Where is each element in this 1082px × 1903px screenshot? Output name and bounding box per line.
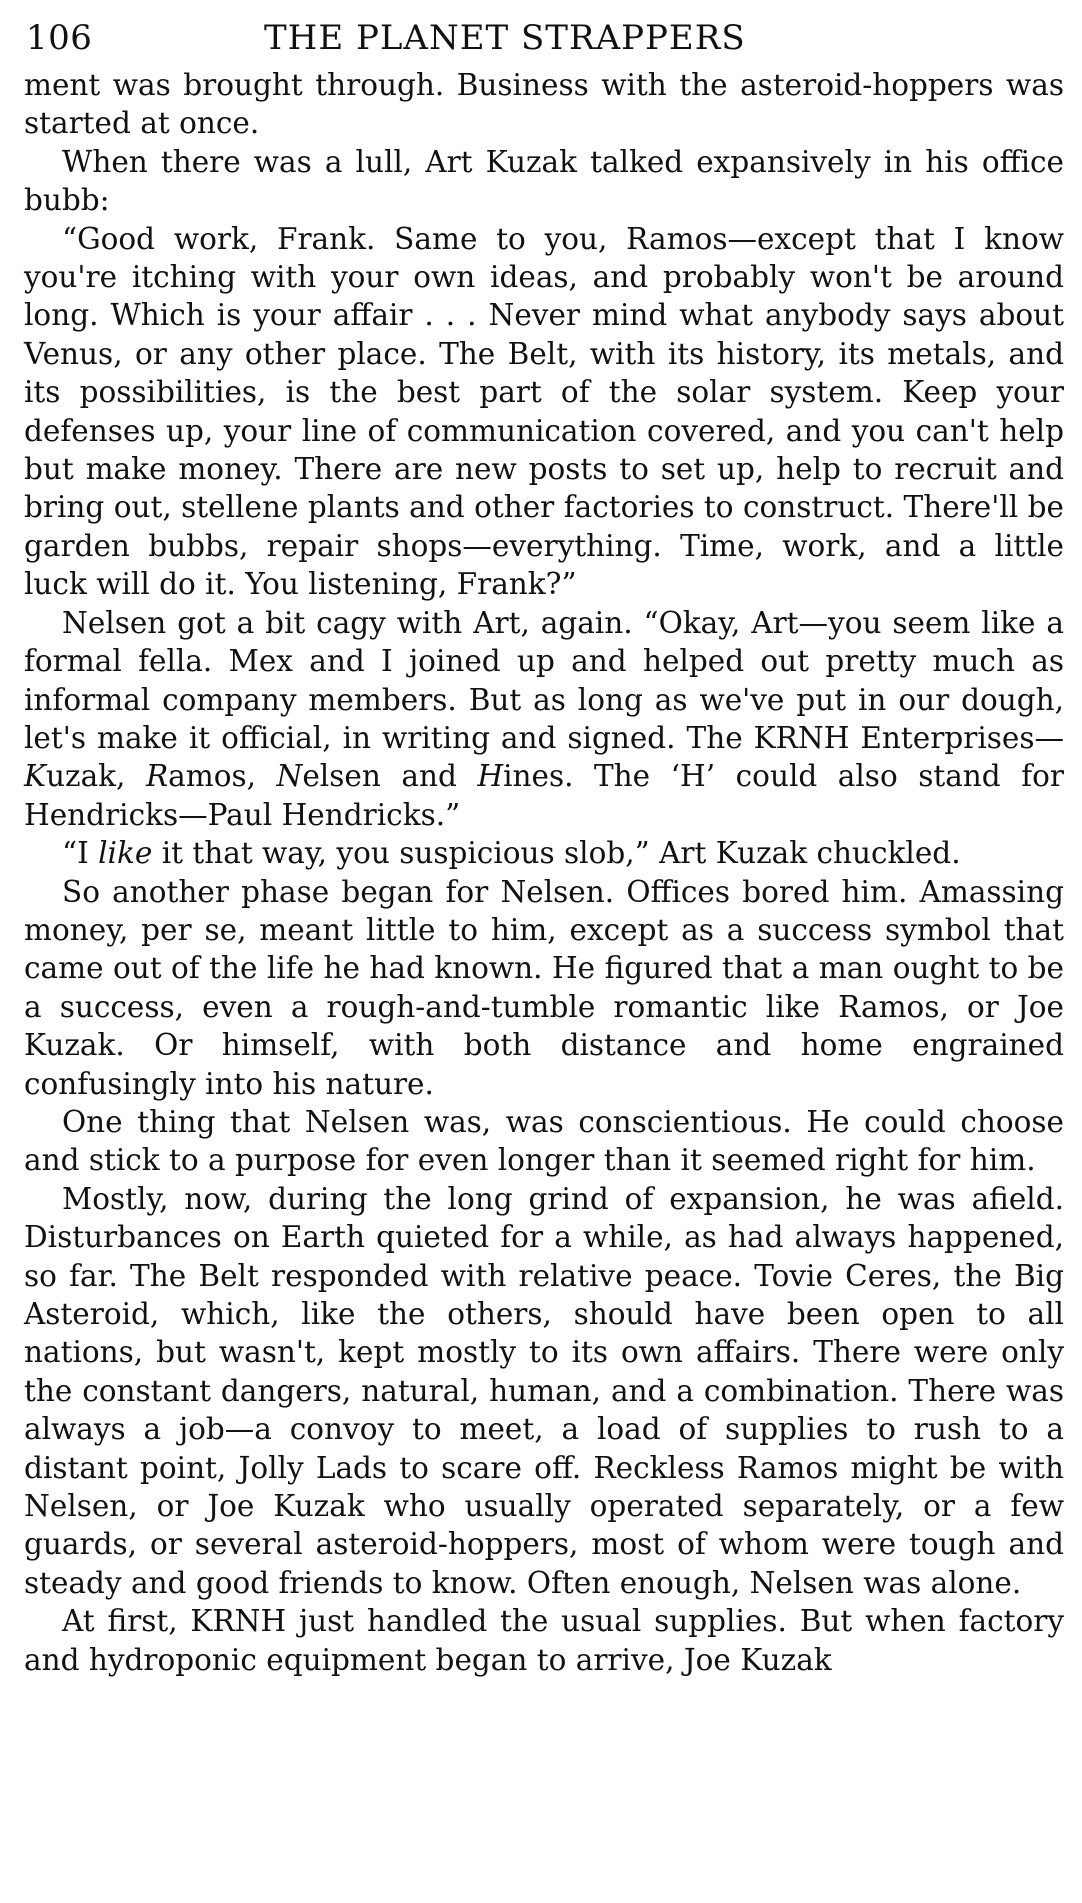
italic-n: N xyxy=(276,759,303,794)
paragraph-4 xyxy=(24,604,1064,834)
body-text xyxy=(24,66,1064,1679)
paragraph-5 xyxy=(24,834,1064,872)
paragraph-4-text-d: elsen and xyxy=(302,759,478,794)
paragraph-6: So another phase began for Nelsen. Offices bored him. Amassing money, per se, meant little to him, except as a success symbol that came out of the life he had known. He figured that a man ought to be a success, even a rough-and-tumble romantic like Ramos, or Joe Kuzak. Or himself, with both distance and home engrained confusingly into his nature. xyxy=(24,874,1064,1101)
paragraph-1: ment was brought through. Business with the asteroid-hoppers was started at once. xyxy=(24,68,1064,141)
paragraph-4-text-e: ines. The ‘H’ could also stand for Hendricks—Paul Hendricks.” xyxy=(24,759,1064,832)
paragraph-3: “Good work, Frank. Same to you, Ramos—except that I know you're itching with your own ideas, and probably won't be around long. Which is your affair . . . Never mind what anybody says about Venus, or any other place. The Belt, with its history, its metals, and its possibilities, is the best part of the solar system. Keep your defenses up, your line of communication covered, and you can't help but make money. There are new posts to set up, help to recruit and bring out, stellene plants and other factories to construct. There'll be garden bubbs, repair shops—everything. Time, work, and a little luck will do it. You listening, Frank?” xyxy=(24,221,1064,602)
page-number: 106 xyxy=(26,18,93,58)
book-page xyxy=(24,14,1064,1679)
paragraph-7: One thing that Nelsen was, was conscientious. He could choose and stick to a purpose for even longer than it seemed right for him. xyxy=(24,1104,1064,1178)
italic-like: like xyxy=(98,836,153,871)
paragraph-8: Mostly, now, during the long grind of expansion, he was afield. Disturbances on Earth quieted for a while, as had always happened, so far. The Belt responded with relative peace. Tovie Ceres, the Big Asteroid, which, like the others, should have been open to all nations, but wasn't, kept mostly to its own affairs. There were only the constant dangers, natural, human, and a combination. There was always a job—a convoy to meet, a load of supplies to rush to a distant point, Jolly Lads to scare off. Reckless Ramos might be with Nelsen, or Joe Kuzak who usually operated separately, or a few guards, or several asteroid-hoppers, most of whom were tough and steady and good friends to know. Often enough, Nelsen was alone. xyxy=(24,1181,1064,1600)
paragraph-4-text-a: Nelsen got a bit cagy with Art, again. “Okay, Art—you seem like a formal fella. Mex and I joined up and helped out pretty much as informal company members. But as long as we've put in our dough, let's make it official, in writing and signed. The KRNH Enterprises— xyxy=(24,605,1064,755)
paragraph-4-text-b: uzak, xyxy=(46,759,146,794)
italic-k: K xyxy=(24,759,47,794)
paragraph-4-text-c: amos, xyxy=(168,759,277,794)
paragraph-5-rest: it that way, you suspicious slob,” Art Kuzak chuckled. xyxy=(152,836,961,871)
paragraph-5-open: “I xyxy=(62,836,99,871)
page-header xyxy=(24,14,1064,66)
italic-r: R xyxy=(145,759,169,794)
italic-h: H xyxy=(477,759,504,794)
paragraph-2: When there was a lull, Art Kuzak talked expansively in his office bubb: xyxy=(24,144,1064,218)
running-title: THE PLANET STRAPPERS xyxy=(264,18,746,58)
paragraph-9: At first, KRNH just handled the usual supplies. But when factory and hydroponic equipment began to arrive, Joe Kuzak xyxy=(24,1604,1064,1677)
